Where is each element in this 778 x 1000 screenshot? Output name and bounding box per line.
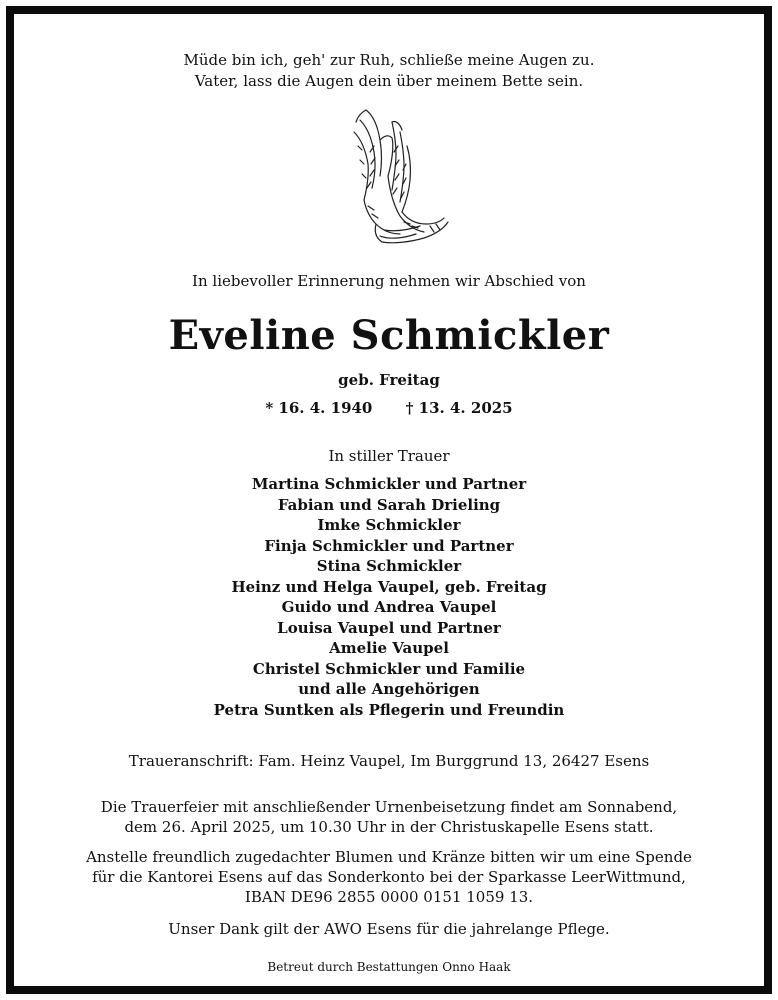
- donation-line-3: IBAN DE96 2855 0000 0151 1059 13.: [244, 888, 534, 906]
- life-dates: [14, 398, 764, 418]
- mourner-entry: Heinz und Helga Vaupel, geb. Freitag: [231, 577, 547, 596]
- obituary-frame: [6, 6, 772, 994]
- ceremony-notice: [14, 797, 764, 837]
- mourner-entry: Louisa Vaupel und Partner: [277, 618, 501, 637]
- mourner-entry: Guido und Andrea Vaupel: [281, 598, 497, 616]
- mourning-address: Traueranschrift: Fam. Heinz Vaupel, Im Burggrund 13, 26427 Esens: [128, 752, 650, 770]
- birth-date: * 16. 4. 1940: [265, 399, 373, 417]
- undertaker-credit: Betreut durch Bestattungen Onno Haak: [267, 960, 511, 974]
- deceased-name: Eveline Schmickler: [168, 312, 610, 359]
- motto-line-2: Vater, lass die Augen dein über meinem Bette sein.: [194, 72, 584, 90]
- death-date: † 13. 4. 2025: [405, 399, 513, 417]
- donation-line-1: Anstelle freundlich zugedachter Blumen und Kränze bitten wir um eine Spende: [86, 848, 692, 866]
- donation-notice: [14, 847, 764, 907]
- mourners-list: [14, 474, 764, 720]
- motto-line-1: Müde bin ich, geh' zur Ruh, schließe meine Augen zu.: [183, 51, 595, 69]
- thanks-line: Unser Dank gilt der AWO Esens für die jahrelange Pflege.: [168, 920, 610, 938]
- mourner-entry: Fabian und Sarah Drieling: [277, 495, 501, 514]
- mourner-entry: Finja Schmickler und Partner: [264, 536, 514, 555]
- mourner-entry: und alle Angehörigen: [298, 680, 480, 698]
- ceremony-line-1: Die Trauerfeier mit anschließender Urnenbeisetzung findet am Sonnabend,: [100, 798, 678, 816]
- mourner-entry: Amelie Vaupel: [329, 639, 449, 657]
- praying-hands-icon: [344, 106, 454, 246]
- intro-line: In liebevoller Erinnerung nehmen wir Abschied von: [192, 272, 586, 290]
- mourner-entry: Imke Schmickler: [317, 516, 461, 534]
- mourner-entry: Christel Schmickler und Familie: [252, 659, 526, 678]
- donation-line-2: für die Kantorei Esens auf das Sonderkonto bei der Sparkasse LeerWittmund,: [92, 868, 686, 886]
- ceremony-line-2: dem 26. April 2025, um 10.30 Uhr in der Christuskapelle Esens statt.: [124, 818, 654, 836]
- mourner-entry: Petra Suntken als Pflegerin und Freundin: [213, 700, 565, 719]
- mourning-label: In stiller Trauer: [328, 447, 450, 465]
- maiden-name: geb. Freitag: [338, 371, 440, 389]
- mourner-entry: Martina Schmickler und Partner: [251, 475, 527, 493]
- mourner-entry: Stina Schmickler: [316, 557, 462, 575]
- motto-verse: [14, 50, 764, 92]
